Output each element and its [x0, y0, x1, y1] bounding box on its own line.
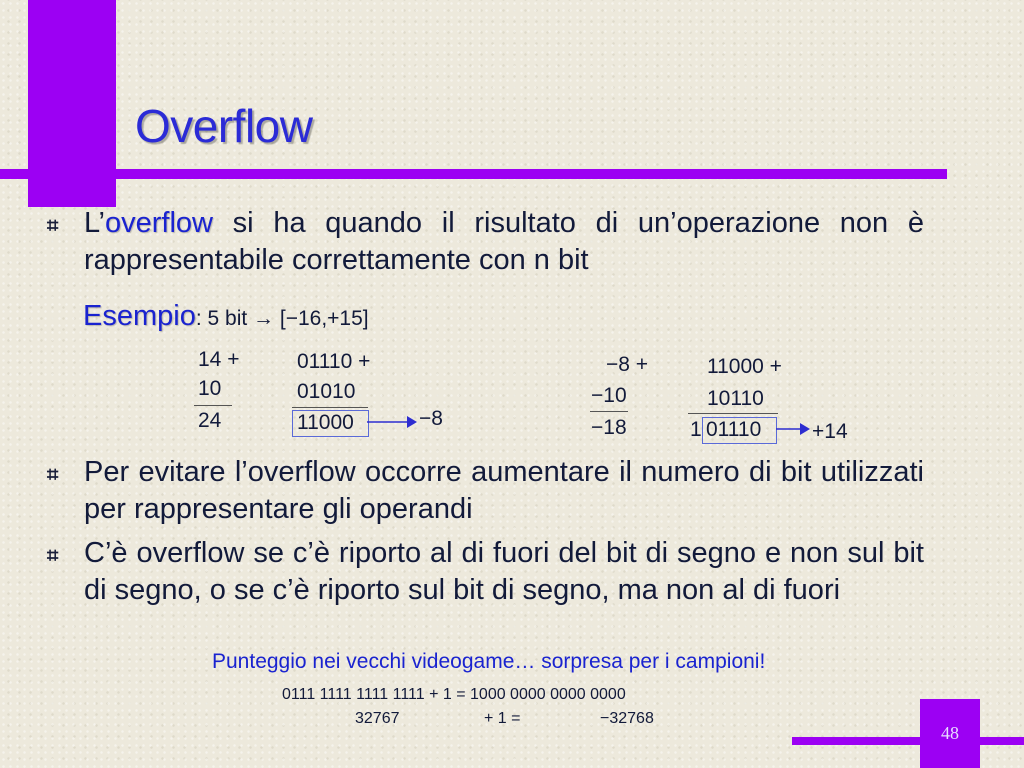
example-range: : 5 bit → [−16,+15] [195, 307, 369, 330]
videogame-caption: Punteggio nei vecchi videogame… sorpresa per i campioni! [212, 650, 766, 673]
example-line [83, 300, 369, 333]
left-decimal-rule [194, 405, 232, 406]
bullet-1-text [84, 205, 924, 279]
left-binary-op1: 01110 + [297, 350, 371, 373]
left-decimal-op1: 14 + [198, 348, 240, 371]
right-carry-bit: 1 [690, 418, 702, 441]
right-decimal-op1: −8 + [606, 353, 649, 376]
left-overflow-result: −8 [419, 407, 443, 430]
overflow-term: overflow [104, 207, 213, 239]
bullet-1-prefix: L’ [84, 207, 105, 239]
hash-bullet-icon: ⌗ [47, 215, 59, 237]
right-binary-op2: 10110 [707, 387, 764, 410]
page-number-box [920, 699, 980, 768]
videogame-decimal-c: −32768 [600, 710, 654, 727]
right-decimal-result: −18 [591, 416, 627, 439]
right-decimal-op2: −10 [591, 384, 627, 407]
bullet-1-body: si ha quando il risultato di un’operazione non è rappresentabile correttamente con n bit [84, 207, 924, 276]
slide-title: Overflow [135, 100, 313, 152]
arrow-right-icon [776, 421, 810, 437]
example-label: Esempio [83, 300, 196, 332]
left-binary-rule [292, 407, 368, 408]
left-decimal-result: 24 [198, 409, 222, 432]
left-binary-op2: 01010 [297, 380, 356, 403]
hash-bullet-icon: ⌗ [47, 545, 59, 567]
arrow-right-icon [367, 414, 417, 430]
videogame-decimal-b: + 1 = [484, 710, 521, 727]
right-binary-op1: 11000 + [707, 355, 782, 378]
left-binary-result: 11000 [297, 411, 354, 434]
bullet-3-text: C’è overflow se c’è riporto al di fuori del bit di segno e non sul bit di segno, o se c’è riporto sul bit di segno, ma non al di fuori [84, 537, 924, 606]
right-binary-result: 01110 [706, 418, 762, 441]
accent-horizontal-bar [0, 169, 947, 179]
hash-bullet-icon: ⌗ [47, 464, 59, 486]
right-binary-rule [688, 413, 778, 414]
right-overflow-result: +14 [812, 420, 848, 443]
videogame-decimal-a: 32767 [355, 710, 400, 727]
videogame-binary-line: 0111 1111 1111 1111 + 1 = 1000 0000 0000 0000 [282, 686, 626, 703]
page-number: 48 [941, 723, 959, 743]
left-decimal-op2: 10 [198, 377, 222, 400]
right-decimal-rule [590, 411, 628, 412]
bullet-2-text: Per evitare l’overflow occorre aumentare il numero di bit utilizzati per rappresentare gli operandi [84, 456, 924, 525]
footer-accent-bar [792, 737, 1024, 745]
